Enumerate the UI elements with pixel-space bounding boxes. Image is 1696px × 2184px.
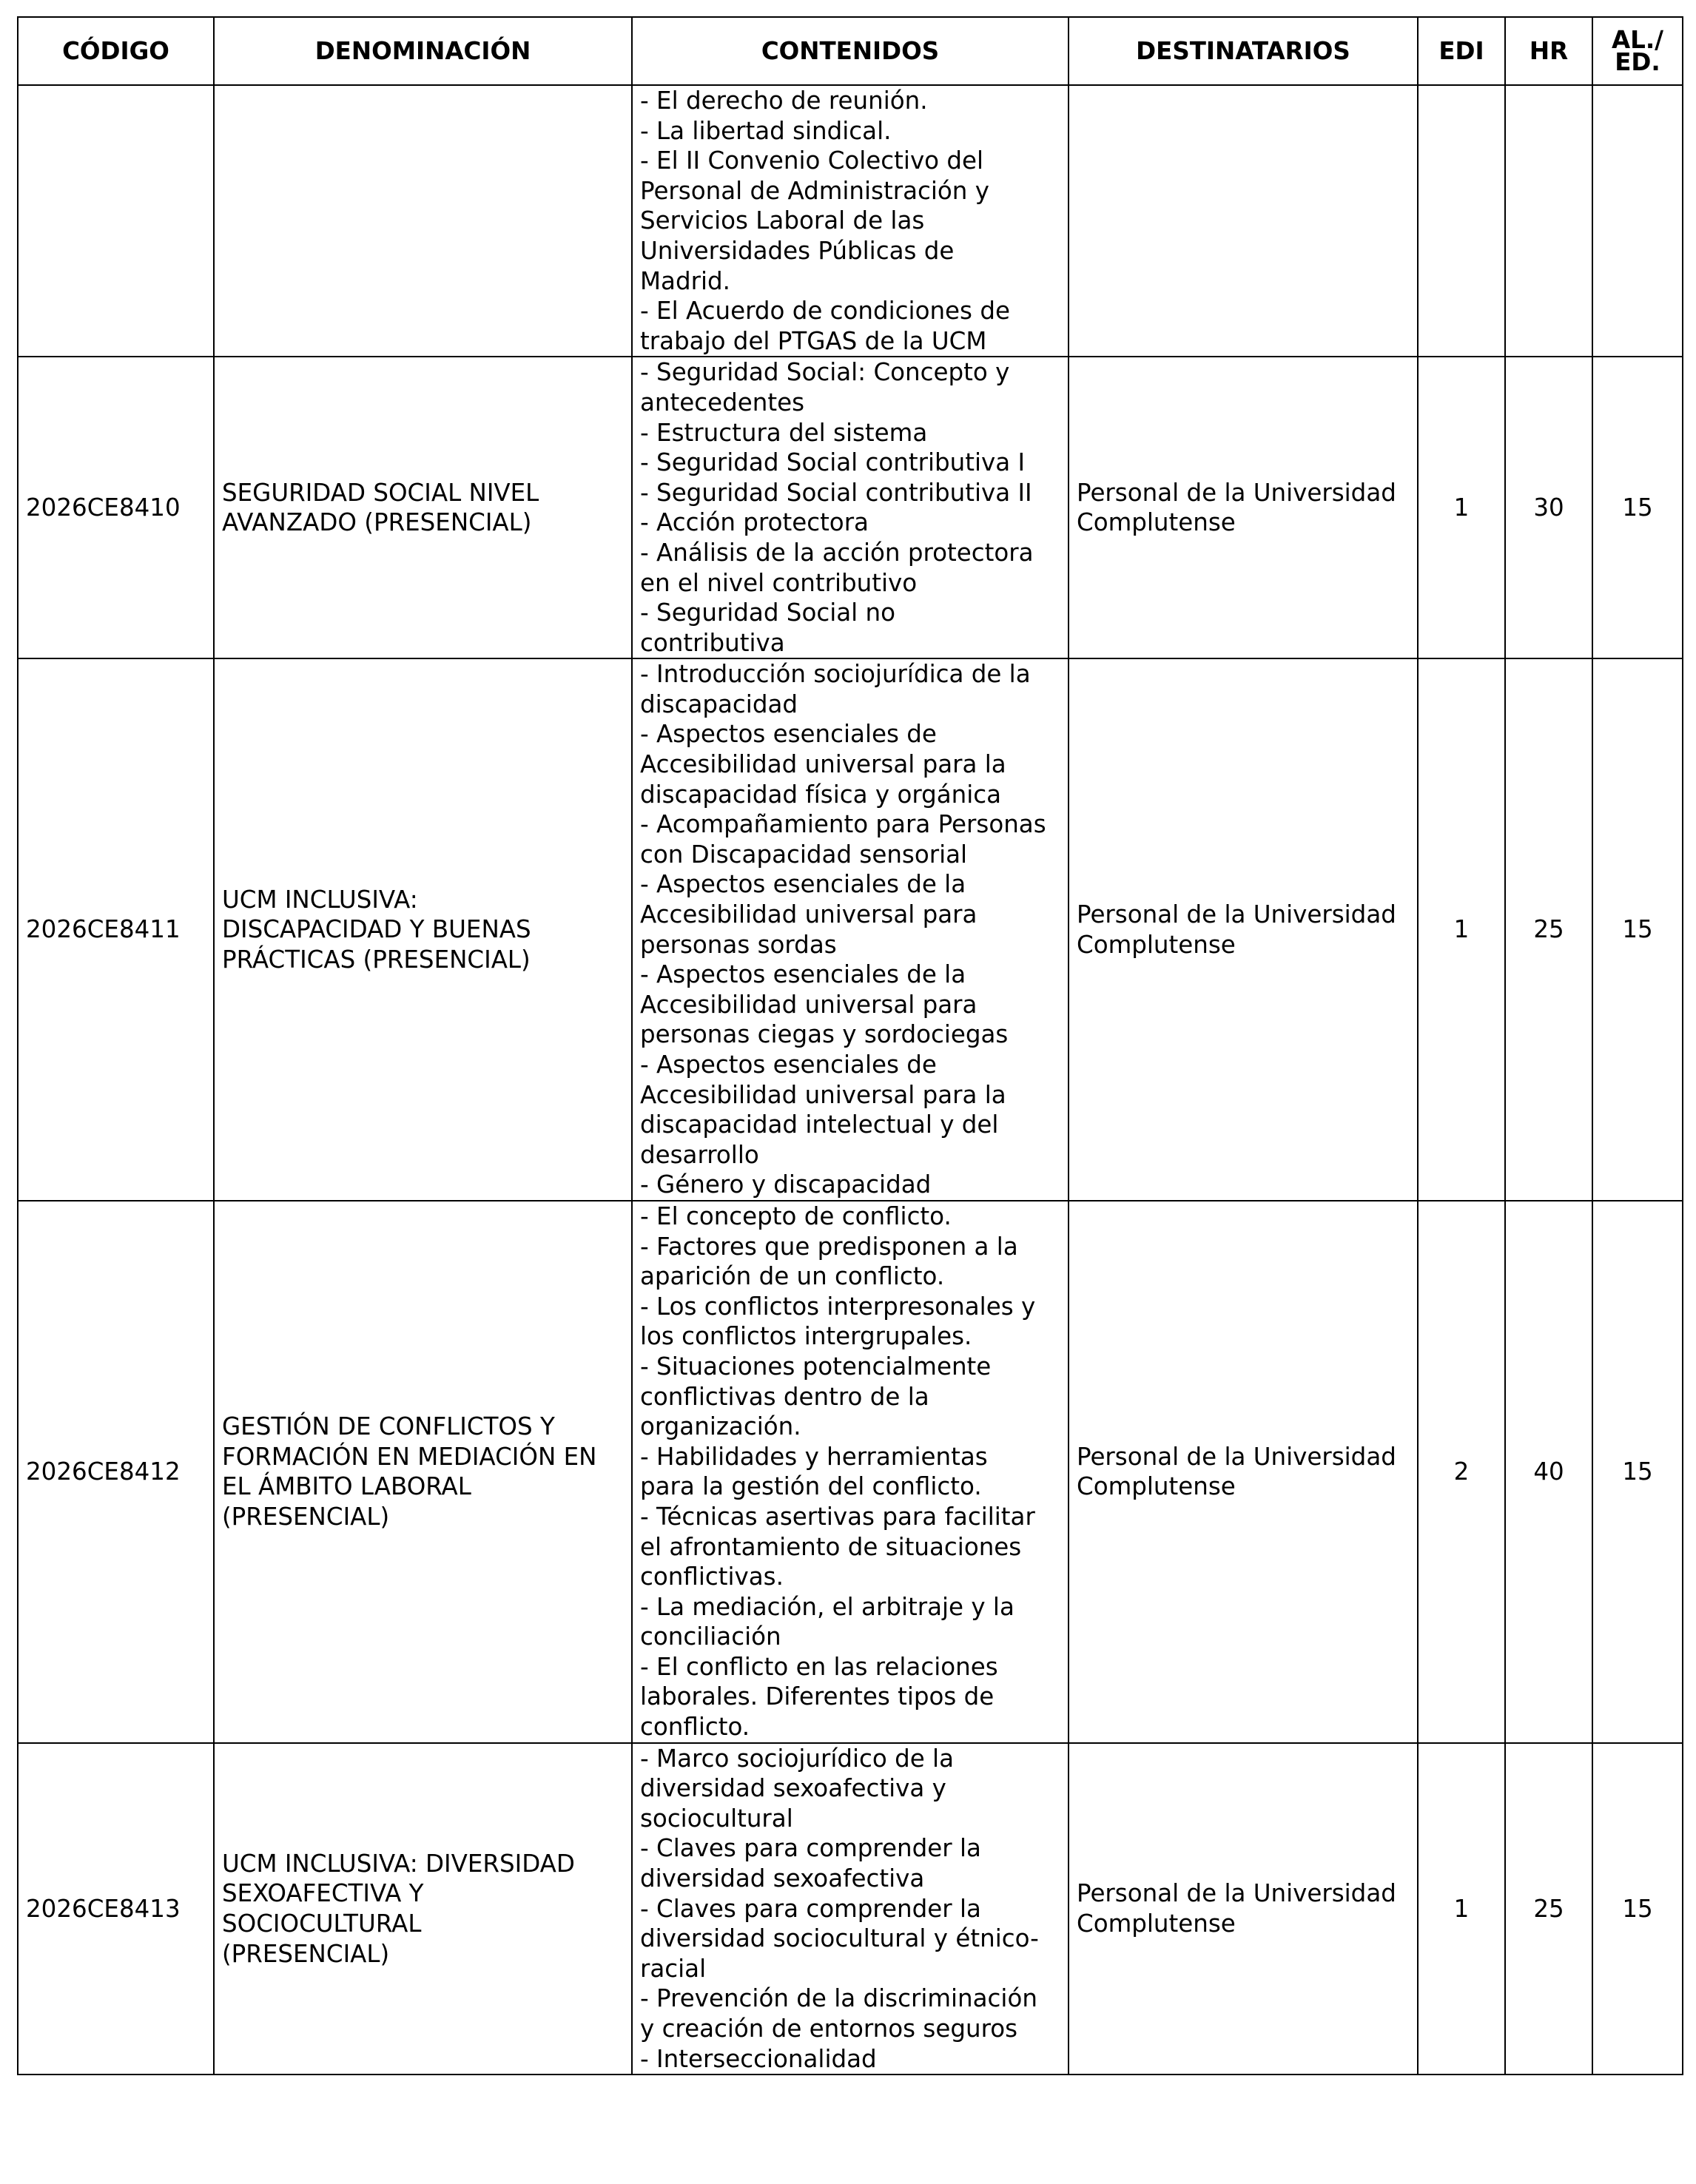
- contents-line: conflictivas.: [640, 1563, 784, 1591]
- header-name: DENOMINACIÓN: [214, 17, 632, 85]
- header-students-per-edition: [1592, 17, 1683, 85]
- course-hours: [1505, 85, 1592, 357]
- contents-line: - Aspectos esenciales de la: [640, 960, 966, 989]
- course-catalog-table: [17, 16, 1683, 2075]
- contents-line: - Análisis de la acción protectora: [640, 538, 1034, 567]
- course-name-line: SEGURIDAD SOCIAL NIVEL: [222, 478, 539, 507]
- course-name-line: PRÁCTICAS (PRESENCIAL): [222, 945, 531, 974]
- course-audience: [1069, 658, 1418, 1201]
- contents-line: con Discapacidad sensorial: [640, 840, 968, 869]
- contents-line: Universidades Públicas de: [640, 236, 955, 265]
- course-editions: [1418, 85, 1505, 357]
- contents-line: - Los conflictos interpresonales y: [640, 1292, 1036, 1321]
- contents-line: Personal de Administración y: [640, 176, 989, 205]
- contents-line: discapacidad: [640, 690, 798, 718]
- contents-line: - Acción protectora: [640, 508, 869, 537]
- contents-line: - La libertad sindical.: [640, 116, 892, 145]
- contents-line: - La mediación, el arbitraje y la: [640, 1592, 1014, 1621]
- audience-line: Complutense: [1077, 1909, 1236, 1938]
- contents-line: conflicto.: [640, 1713, 750, 1742]
- course-editions: 2: [1418, 1201, 1505, 1743]
- contents-line: - El conflicto en las relaciones: [640, 1652, 998, 1681]
- contents-line: - El derecho de reunión.: [640, 87, 928, 115]
- contents-line: - Prevención de la discriminación: [640, 1984, 1037, 2013]
- course-editions: 1: [1418, 357, 1505, 658]
- header-hours: HR: [1505, 17, 1592, 85]
- contents-line: Accesibilidad universal para: [640, 900, 977, 929]
- contents-line: - Factores que predisponen a la: [640, 1232, 1018, 1261]
- table-row: [18, 85, 1683, 357]
- course-name: [214, 357, 632, 658]
- audience-line: Complutense: [1077, 930, 1236, 959]
- course-contents: [632, 658, 1069, 1201]
- course-students-per-edition: 15: [1592, 357, 1683, 658]
- contents-line: - Seguridad Social: Concepto y: [640, 358, 1010, 387]
- contents-line: Madrid.: [640, 266, 730, 295]
- header-code: CÓDIGO: [18, 17, 214, 85]
- contents-line: conciliación: [640, 1622, 781, 1651]
- course-hours: 40: [1505, 1201, 1592, 1743]
- contents-line: - Introducción sociojurídica de la: [640, 660, 1031, 689]
- course-students-per-edition: 15: [1592, 1743, 1683, 2075]
- contents-line: laborales. Diferentes tipos de: [640, 1682, 995, 1711]
- course-code: [18, 85, 214, 357]
- course-name-line: (PRESENCIAL): [222, 1502, 390, 1531]
- contents-line: - El concepto de conflicto.: [640, 1201, 952, 1230]
- contents-line: - Seguridad Social contributiva II: [640, 478, 1032, 507]
- contents-line: para la gestión del conflicto.: [640, 1472, 982, 1501]
- contents-line: diversidad sociocultural y étnico-: [640, 1924, 1039, 1953]
- header-students-line1: AL./: [1611, 26, 1664, 54]
- course-audience: [1069, 85, 1418, 357]
- course-hours: 30: [1505, 357, 1592, 658]
- contents-line: personas sordas: [640, 930, 837, 959]
- course-audience: [1069, 357, 1418, 658]
- course-code: 2026CE8413: [18, 1743, 214, 2075]
- contents-line: organización.: [640, 1412, 801, 1441]
- table-row: [18, 1743, 1683, 2075]
- contents-line: racial: [640, 1954, 707, 1983]
- course-students-per-edition: [1592, 85, 1683, 357]
- course-students-per-edition: 15: [1592, 658, 1683, 1201]
- contents-line: - Técnicas asertivas para facilitar: [640, 1502, 1035, 1531]
- contents-line: - Aspectos esenciales de: [640, 1051, 937, 1079]
- contents-line: - Aspectos esenciales de: [640, 720, 937, 749]
- contents-line: y creación de entornos seguros: [640, 2015, 1018, 2043]
- course-name-line: SEXOAFECTIVA Y: [222, 1879, 424, 1908]
- table-row: [18, 357, 1683, 658]
- contents-line: el afrontamiento de situaciones: [640, 1532, 1022, 1561]
- contents-line: personas ciegas y sordociegas: [640, 1020, 1009, 1049]
- contents-line: discapacidad intelectual y del: [640, 1110, 999, 1139]
- contents-line: desarrollo: [640, 1140, 759, 1169]
- course-name-line: DISCAPACIDAD Y BUENAS: [222, 915, 531, 944]
- audience-line: Complutense: [1077, 1472, 1236, 1501]
- contents-line: - Género y discapacidad: [640, 1170, 932, 1199]
- contents-line: trabajo del PTGAS de la UCM: [640, 326, 987, 355]
- contents-line: diversidad sexoafectiva y: [640, 1774, 946, 1803]
- course-name-line: UCM INCLUSIVA:: [222, 885, 418, 914]
- audience-line: Complutense: [1077, 508, 1236, 537]
- header-contents: CONTENIDOS: [632, 17, 1069, 85]
- course-audience: [1069, 1743, 1418, 2075]
- table-header-row: [18, 17, 1683, 85]
- course-name: [214, 658, 632, 1201]
- contents-line: conflictivas dentro de la: [640, 1382, 929, 1411]
- contents-line: Accesibilidad universal para la: [640, 1080, 1006, 1109]
- contents-line: aparición de un conflicto.: [640, 1262, 945, 1291]
- course-name: [214, 1201, 632, 1743]
- contents-line: - Claves para comprender la: [640, 1894, 981, 1923]
- header-editions: EDI: [1418, 17, 1505, 85]
- contents-line: sociocultural: [640, 1804, 793, 1833]
- course-editions: 1: [1418, 658, 1505, 1201]
- contents-line: diversidad sexoafectiva: [640, 1864, 925, 1893]
- course-name-line: FORMACIÓN EN MEDIACIÓN EN: [222, 1442, 597, 1471]
- contents-line: - Habilidades y herramientas: [640, 1442, 988, 1471]
- contents-line: los conflictos intergrupales.: [640, 1322, 972, 1351]
- contents-line: - Marco sociojurídico de la: [640, 1744, 955, 1773]
- course-contents: [632, 1743, 1069, 2075]
- contents-line: - Interseccionalidad: [640, 2044, 877, 2073]
- contents-line: - El Acuerdo de condiciones de: [640, 297, 1010, 326]
- course-name-line: UCM INCLUSIVA: DIVERSIDAD: [222, 1849, 575, 1878]
- header-audience: DESTINATARIOS: [1069, 17, 1418, 85]
- contents-line: Accesibilidad universal para: [640, 990, 977, 1019]
- contents-line: Accesibilidad universal para la: [640, 750, 1006, 779]
- course-hours: 25: [1505, 658, 1592, 1201]
- course-name-line: EL ÁMBITO LABORAL: [222, 1472, 471, 1501]
- audience-line: Personal de la Universidad: [1077, 1442, 1396, 1471]
- course-name: [214, 1743, 632, 2075]
- contents-line: discapacidad física y orgánica: [640, 780, 1002, 809]
- course-contents: [632, 1201, 1069, 1743]
- contents-line: en el nivel contributivo: [640, 568, 918, 597]
- contents-line: - Situaciones potencialmente: [640, 1352, 992, 1381]
- contents-line: antecedentes: [640, 388, 805, 417]
- course-code: 2026CE8412: [18, 1201, 214, 1743]
- table-body: [18, 85, 1683, 2075]
- course-code: 2026CE8411: [18, 658, 214, 1201]
- contents-line: - Aspectos esenciales de la: [640, 870, 966, 899]
- table-row: [18, 658, 1683, 1201]
- contents-line: - Seguridad Social no: [640, 599, 895, 627]
- contents-line: contributiva: [640, 628, 785, 657]
- course-audience: [1069, 1201, 1418, 1743]
- course-name-line: SOCIOCULTURAL: [222, 1909, 422, 1938]
- course-name-line: GESTIÓN DE CONFLICTOS Y: [222, 1412, 555, 1441]
- table-row: [18, 1201, 1683, 1743]
- course-editions: 1: [1418, 1743, 1505, 2075]
- contents-line: - Seguridad Social contributiva I: [640, 448, 1026, 477]
- contents-line: - Estructura del sistema: [640, 418, 928, 447]
- course-contents: [632, 85, 1069, 357]
- contents-line: - Acompañamiento para Personas: [640, 810, 1046, 839]
- contents-line: - El II Convenio Colectivo del: [640, 146, 984, 175]
- course-code: 2026CE8410: [18, 357, 214, 658]
- header-students-line2: ED.: [1615, 48, 1660, 76]
- contents-line: Servicios Laboral de las: [640, 206, 925, 235]
- course-students-per-edition: 15: [1592, 1201, 1683, 1743]
- course-name-line: (PRESENCIAL): [222, 1939, 390, 1968]
- course-name: [214, 85, 632, 357]
- contents-line: - Claves para comprender la: [640, 1834, 981, 1863]
- audience-line: Personal de la Universidad: [1077, 1879, 1396, 1908]
- audience-line: Personal de la Universidad: [1077, 900, 1396, 929]
- course-contents: [632, 357, 1069, 658]
- course-name-line: AVANZADO (PRESENCIAL): [222, 508, 532, 537]
- audience-line: Personal de la Universidad: [1077, 478, 1396, 507]
- course-hours: 25: [1505, 1743, 1592, 2075]
